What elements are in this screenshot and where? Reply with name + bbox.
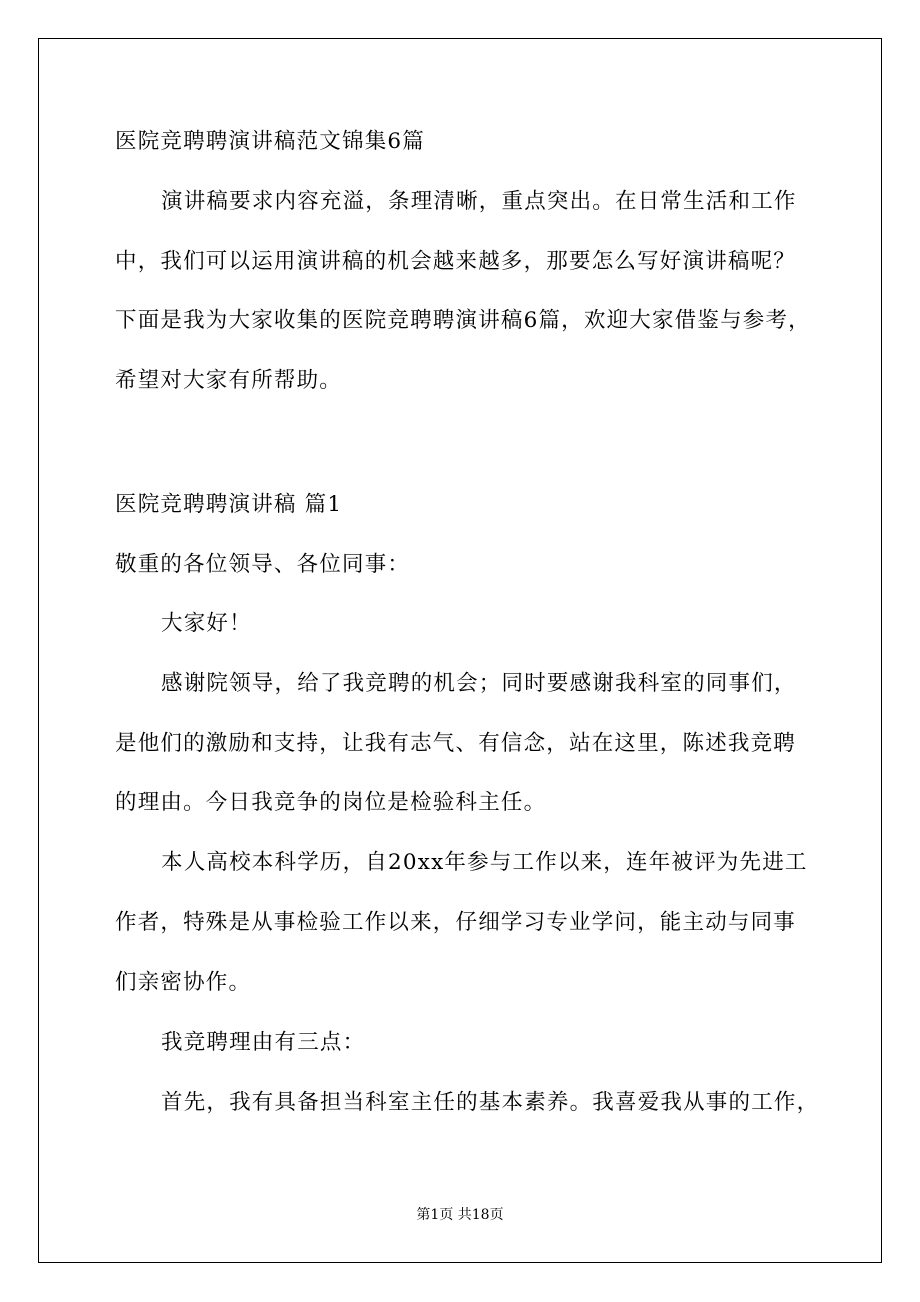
body-line: 首先，我有具备担当科室主任的基本素养。我喜爱我从事的工作， bbox=[161, 1090, 820, 1115]
intro-line: 下面是我为大家收集的医院竞聘聘演讲稿6篇，欢迎大家借鉴与参考， bbox=[115, 308, 811, 333]
body-line: 是他们的激励和支持，让我有志气、有信念，站在这里，陈述我竞聘 bbox=[115, 731, 797, 756]
greeting: 大家好！ bbox=[161, 611, 252, 636]
salutation: 敬重的各位领导、各位同事： bbox=[115, 552, 411, 577]
page-border bbox=[38, 38, 882, 1263]
page-number-footer: 第1页 共18页 bbox=[416, 1207, 504, 1223]
body-line: 感谢院领导，给了我竞聘的机会；同时要感谢我科室的同事们， bbox=[161, 671, 797, 696]
document-title: 医院竞聘聘演讲稿范文锦集6篇 bbox=[115, 129, 425, 154]
intro-line: 演讲稿要求内容充溢，条理清晰，重点突出。在日常生活和工作 bbox=[161, 189, 797, 214]
body-line: 本人高校本科学历，自20xx年参与工作以来，连年被评为先进工 bbox=[161, 850, 808, 875]
section-title: 医院竞聘聘演讲稿 篇1 bbox=[115, 492, 343, 517]
body-line: 我竞聘理由有三点： bbox=[161, 1030, 366, 1055]
intro-line: 中，我们可以运用演讲稿的机会越来越多，那要怎么写好演讲稿呢？ bbox=[115, 249, 797, 274]
body-line: 们亲密协作。 bbox=[115, 970, 252, 995]
body-line: 的理由。今日我竞争的岗位是检验科主任。 bbox=[115, 790, 547, 815]
intro-line: 希望对大家有所帮助。 bbox=[115, 368, 343, 393]
body-line: 作者，特殊是从事检验工作以来，仔细学习专业学问，能主动与同事 bbox=[115, 910, 797, 935]
